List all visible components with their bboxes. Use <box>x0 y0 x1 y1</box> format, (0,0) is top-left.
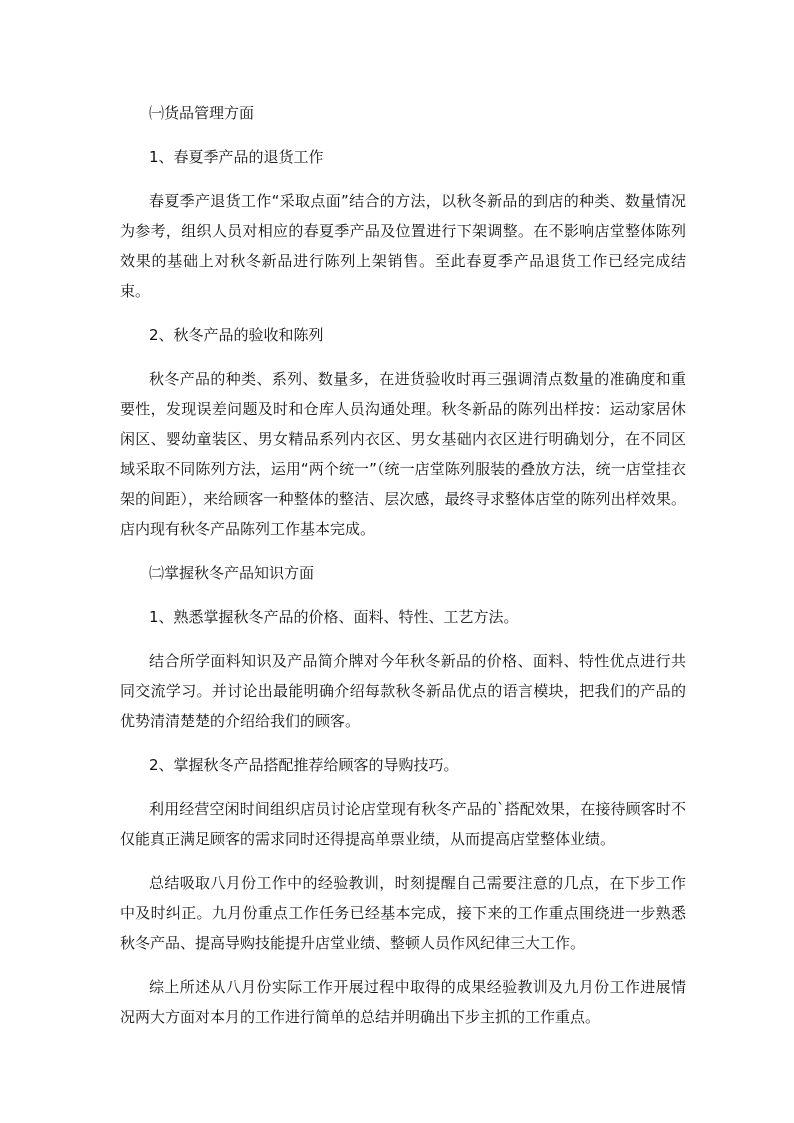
paragraph-conclusion: 综上所述从八月份实际工作开展过程中取得的成果经验教训及九月份工作进展情况两大方面对本月的工作进行简单的总结并明确出下步主抓的工作重点。 <box>120 978 686 1026</box>
subsection-heading-product-features: 1、熟悉掌握秋冬产品的价格、面料、特性、工艺方法。 <box>149 608 519 626</box>
section-heading-goods-management: ㈠货品管理方面 <box>149 104 255 122</box>
paragraph-autumn-winter-inspection: 秋冬产品的种类、系列、数量多，在进货验收时再三强调清点数量的准确度和重要性，发现误差问题及时和仓库人员沟通处理。秋冬新品的陈列出样按：运动家居休闲区、婴幼童装区、男女精品系列内衣区、男女基础内衣区进行明确划分，在不同区域采取不同陈列方法，运用“两个统一”（统一店堂陈列服装的叠放方法，统一店堂挂衣架的间距），来给顾客一种整体的整洁、层次感，最终寻求整体店堂的陈列出样效果。店内现有秋冬产品陈列工作基本完成。 <box>120 370 686 538</box>
paragraph-spring-summer-returns: 春夏季产退货工作“采取点面”结合的方法，以秋冬新品的到店的种类、数量情况为参考，组织人员对相应的春夏季产品及位置进行下架调整。在不影响店堂整体陈列效果的基础上对秋冬新品进行陈列上架销售。至此春夏季产品退货工作已经完成结束。 <box>120 192 686 300</box>
subsection-heading-autumn-winter-inspection: 2、秋冬产品的验收和陈列 <box>149 326 324 344</box>
subsection-heading-spring-summer-returns: 1、春夏季产品的退货工作 <box>149 148 324 166</box>
document-body <box>120 98 686 1046</box>
section-heading-product-knowledge: ㈡掌握秋冬产品知识方面 <box>149 564 315 582</box>
subsection-heading-sales-skills: 2、掌握秋冬产品搭配推荐给顾客的导购技巧。 <box>149 756 459 774</box>
paragraph-lessons-learned: 总结吸取八月份工作中的经验教训，时刻提醒自己需要注意的几点，在下步工作中及时纠正。九月份重点工作任务已经基本完成，接下来的工作重点围绕进一步熟悉秋冬产品、提高导购技能提升店堂业绩、整顿人员作风纪律三大工作。 <box>120 874 686 952</box>
paragraph-product-features: 结合所学面料知识及产品简介牌对今年秋冬新品的价格、面料、特性优点进行共同交流学习。并讨论出最能明确介绍每款秋冬新品优点的语言模块，把我们的产品的优势清清楚楚的介绍给我们的顾客。 <box>120 652 686 730</box>
paragraph-sales-skills: 利用经营空闲时间组织店员讨论店堂现有秋冬产品的`搭配效果，在接待顾客时不仅能真正满足顾客的需求同时还得提高单票业绩，从而提高店堂整体业绩。 <box>120 800 686 848</box>
